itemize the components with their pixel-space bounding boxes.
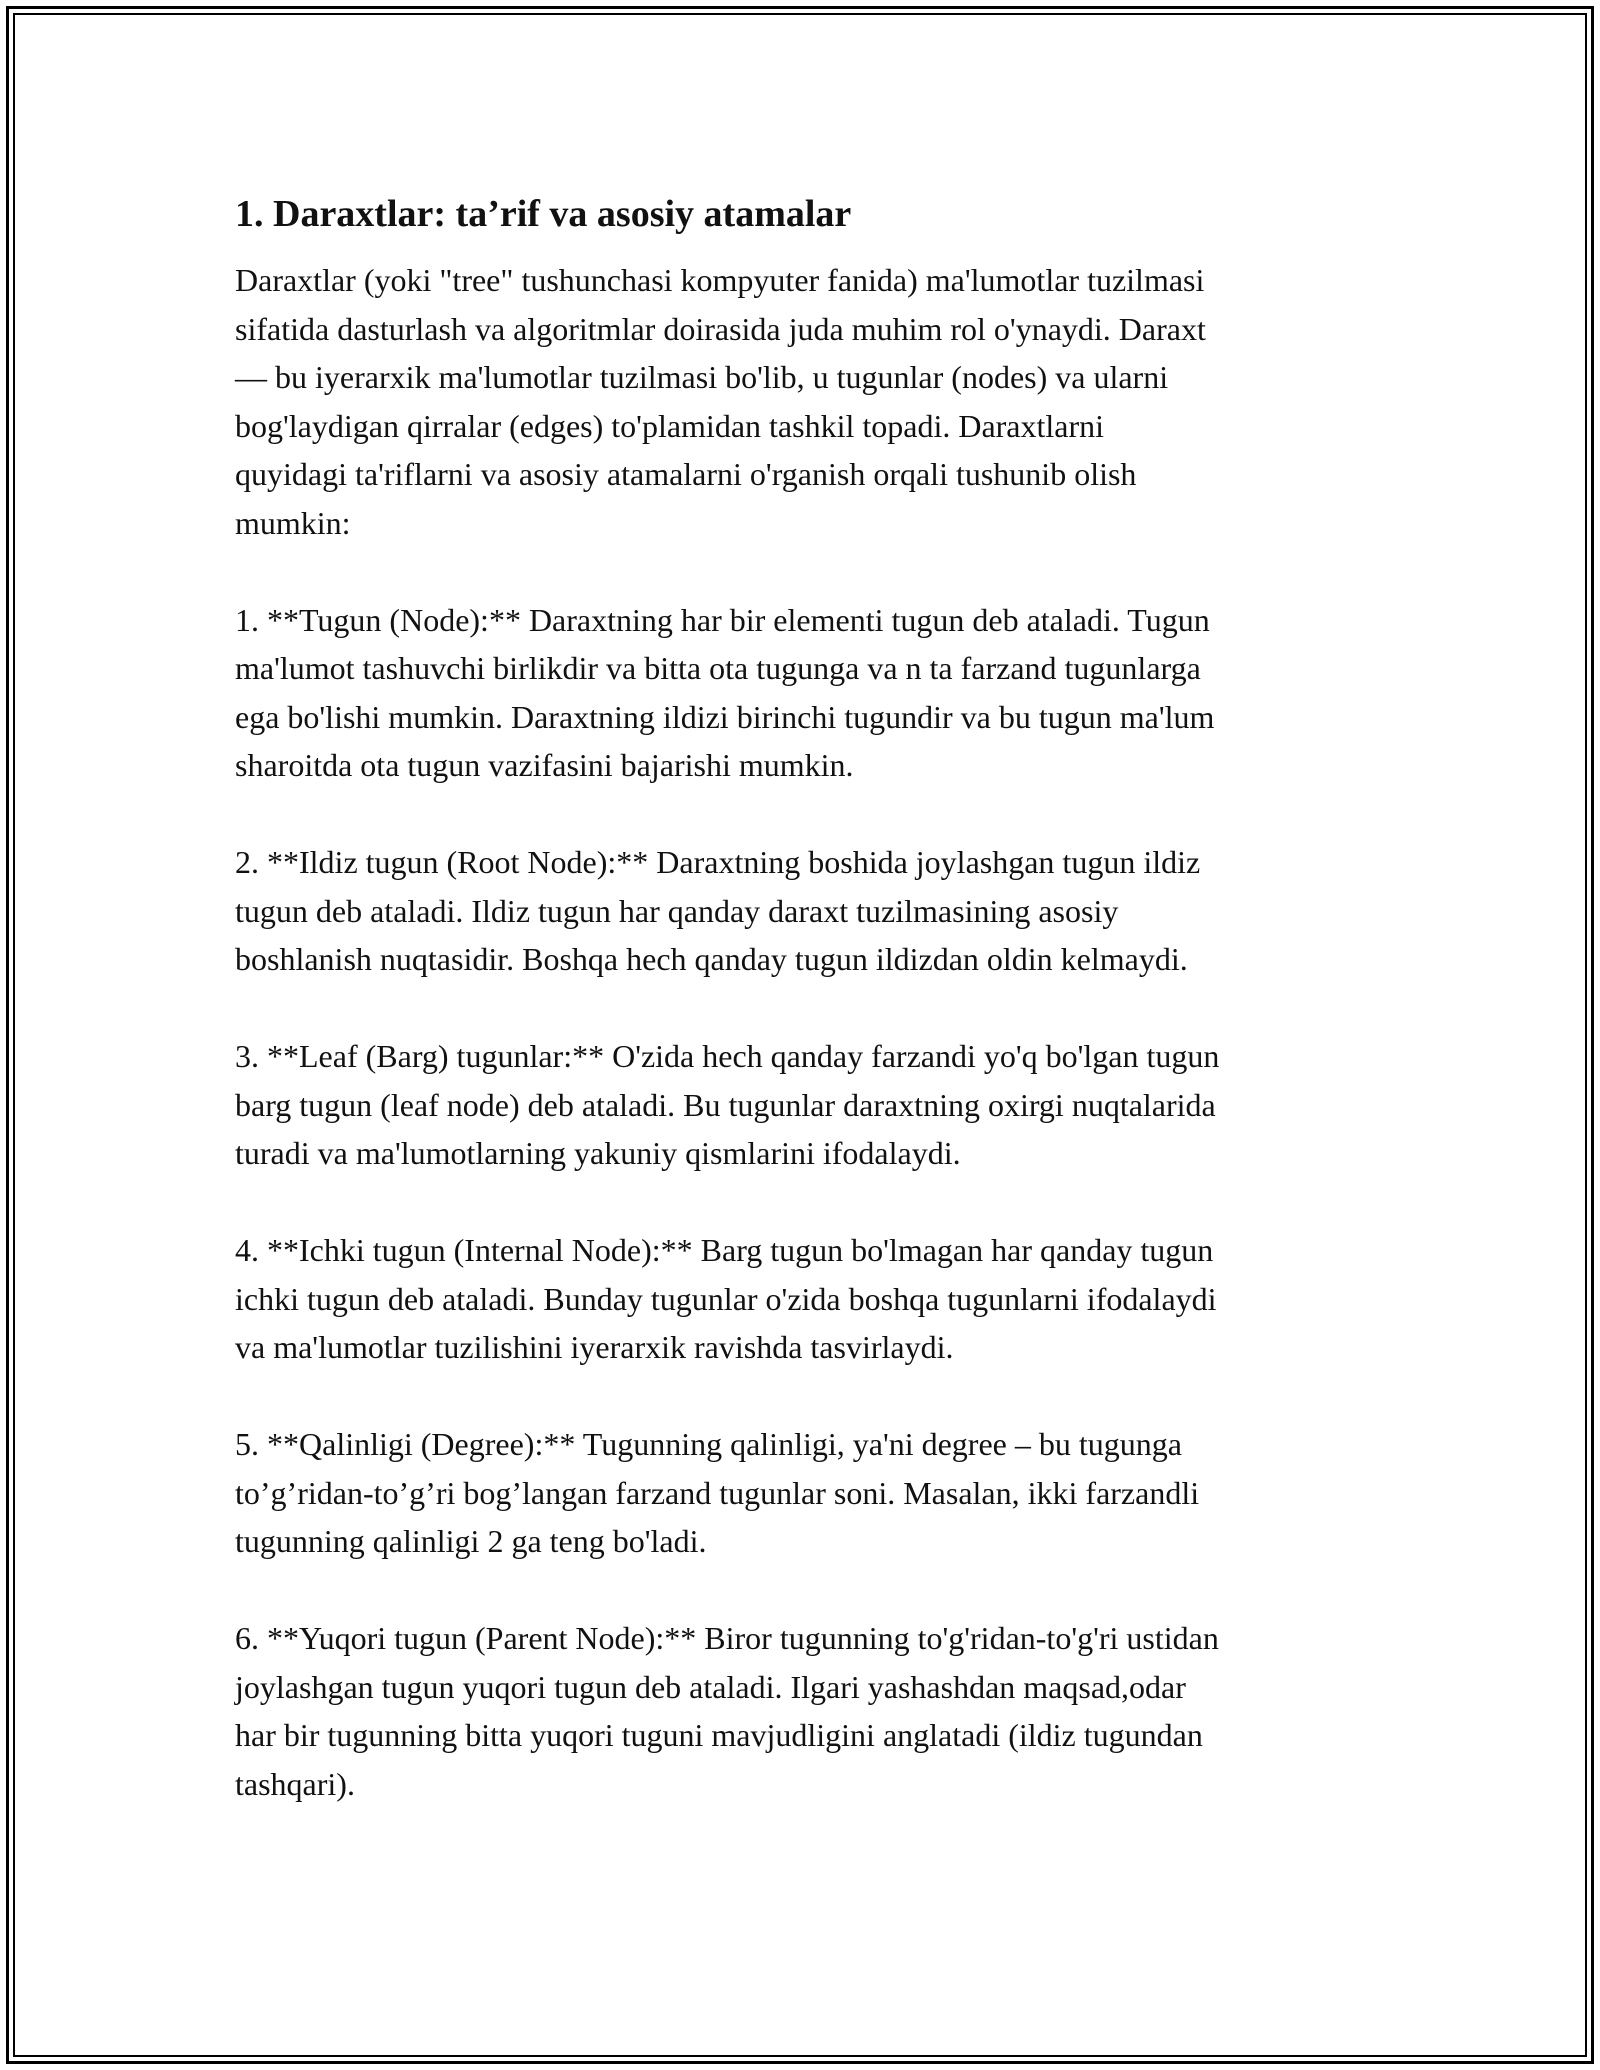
definition-parent-node [235,1614,1375,1808]
text-line: har bir tugunning bitta yuqori tuguni mavjudligini anglatadi (ildiz tugundan [235,1717,1203,1753]
text-line: 2. **Ildiz tugun (Root Node):** Daraxtning boshida joylashgan tugun ildiz [235,844,1201,880]
text-line: 3. **Leaf (Barg) tugunlar:** O'zida hech qanday farzandi yo'q bo'lgan tugun [235,1038,1220,1074]
text-line: va ma'lumotlar tuzilishini iyerarxik ravishda tasvirlaydi. [235,1329,954,1365]
definition-node [235,596,1375,790]
text-line: quyidagi ta'riflarni va asosiy atamalarni o'rganish orqali tushunib olish [235,456,1137,492]
text-line: turadi va ma'lumotlarning yakuniy qismlarini ifodalaydi. [235,1135,961,1171]
text-line: 6. **Yuqori tugun (Parent Node):** Biror tugunning to'g'ridan-to'g'ri ustidan [235,1620,1219,1656]
definition-degree [235,1420,1375,1566]
section-title: 1. Daraxtlar: ta’rif va asosiy atamalar [235,193,852,235]
text-line: sharoitda ota tugun vazifasini bajarishi mumkin. [235,747,854,783]
text-line: barg tugun (leaf node) deb ataladi. Bu tugunlar daraxtning oxirgi nuqtalarida [235,1086,1216,1123]
text-line: mumkin: [235,504,351,541]
text-line: — bu iyerarxik ma'lumotlar tuzilmasi bo'lib, u tugunlar (nodes) va ularni [235,359,1169,395]
text-line: tugun deb ataladi. Ildiz tugun har qanday daraxt tuzilmasining asosiy [235,892,1119,929]
text-line: 5. **Qalinligi (Degree):** Tugunning qalinligi, ya'ni degree – bu tugunga [235,1426,1182,1462]
text-line: tugunning qalinligi 2 ga teng bo'ladi. [235,1523,707,1559]
text-line: bog'laydigan qirralar (edges) to'plamidan tashkil topadi. Daraxtlarni [235,407,1105,444]
text-line: 1. **Tugun (Node):** Daraxtning har bir elementi tugun deb ataladi. Tugun [235,601,1210,638]
definition-leaf-node [235,1032,1375,1178]
text-line: Daraxtlar (yoki "tree" tushunchasi kompyuter fanida) ma'lumotlar tuzilmasi [235,262,1205,298]
text-line: ichki tugun deb ataladi. Bunday tugunlar o'zida boshqa tugunlarni ifodalaydi [235,1280,1217,1317]
definition-root-node [235,838,1375,984]
text-line: to’g’ridan-to’g’ri bog’langan farzand tugunlar soni. Masalan, ikki farzandli [235,1474,1200,1511]
text-line: tashqari). [235,1765,355,1802]
document-body [235,186,1375,1808]
text-line: joylashgan tugun yuqori tugun deb ataladi. Ilgari yashashdan maqsad,odar [235,1668,1186,1705]
definition-internal-node [235,1226,1375,1372]
text-line: sifatida dasturlash va algoritmlar doirasida juda muhim rol o'ynaydi. Daraxt [235,310,1206,347]
text-line: ega bo'lishi mumkin. Daraxtning ildizi birinchi tugundir va bu tugun ma'lum [235,698,1215,735]
text-line: ma'lumot tashuvchi birlikdir va bitta ota tugunga va n ta farzand tugunlarga [235,650,1201,686]
intro-paragraph [235,256,1375,547]
text-line: 4. **Ichki tugun (Internal Node):** Barg tugun bo'lmagan har qanday tugun [235,1232,1214,1268]
text-line: boshlanish nuqtasidir. Boshqa hech qanday tugun ildizdan oldin kelmaydi. [235,941,1188,977]
